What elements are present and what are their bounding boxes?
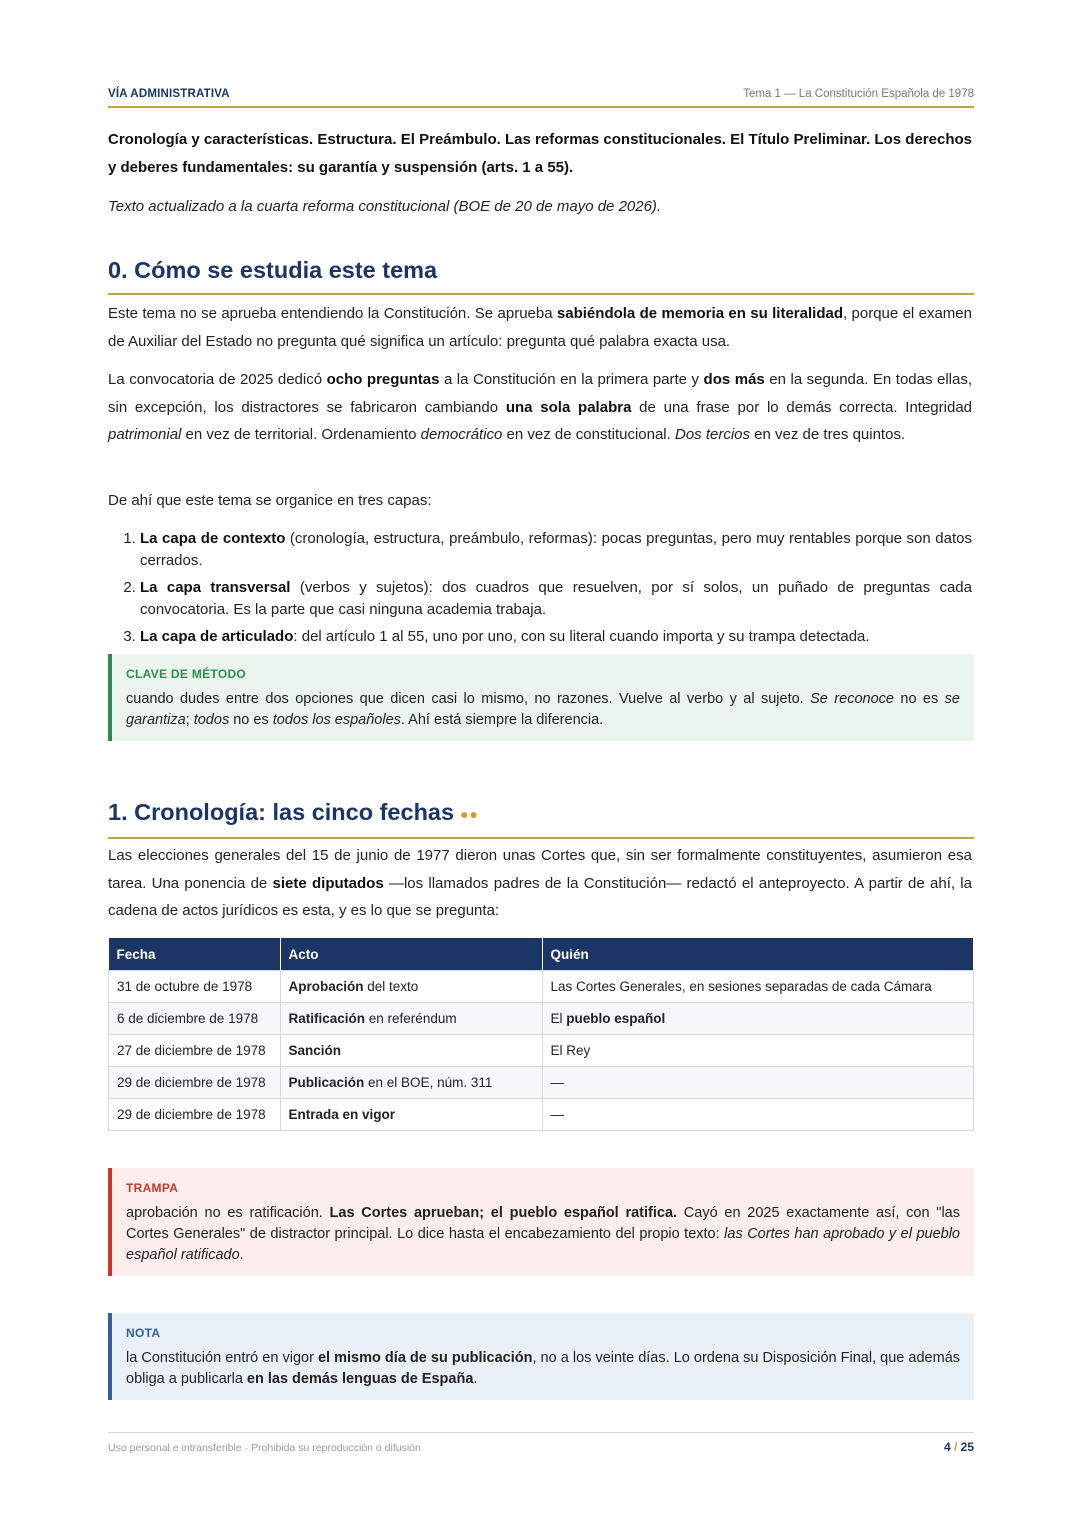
layers-list — [108, 528, 972, 653]
section-1-paragraph-1: Las elecciones generales del 15 de junio de 1977 dieron unas Cortes que, sin ser formalmente constituyentes, asumieron esa tarea. Una ponencia de siete diputados —los llamados padres de la Constitución— redactó el anteproyecto. A partir de ahí, la cadena de actos jurídicos es esta, y es lo que se pregunta: — [108, 847, 972, 919]
table-header-row — [109, 938, 974, 971]
method-key-callout — [108, 654, 974, 741]
emphasis: democrático — [420, 426, 503, 443]
trap-callout — [108, 1168, 974, 1276]
cell-who: — — [542, 1099, 974, 1131]
section-0-paragraph-1: Este tema no se aprueba entendiendo la Constitución. Se aprueba sabiéndola de memoria en su literalidad, porque el examen de Auxiliar del Estado no pregunta qué significa un artículo: pregunta qué palabra exacta usa. — [108, 305, 972, 350]
list-item: 1. La capa de contexto (cronología, estructura, preámbulo, reformas): pocas preguntas, pero muy rentables porque son datos cerrados. — [140, 528, 972, 572]
section-0-paragraph-2: La convocatoria de 2025 dedicó ocho preguntas a la Constitución en la primera parte y dos más en la segunda. En todas ellas, sin excepción, los distractores se fabricaron cambiando una sola palabra de una frase por lo demás correcta. Integridad patrimonial en vez de territorial. Ordenamiento democrático en vez de constitucional. Dos tercios en vez de tres quintos. — [108, 371, 973, 443]
section-0-title-text: 0. Cómo se estudia este tema — [108, 257, 438, 283]
callout-text: la Constitución entró en vigor el mismo día de su publicación, no a los veinte días. Lo ordena su Disposición Final, que además obliga a publicarla en las demás lenguas de España. — [126, 1350, 961, 1387]
cell-date: 27 de diciembre de 1978 — [109, 1035, 281, 1067]
column-header: Acto — [280, 938, 542, 971]
header-section-label: VÍA ADMINISTRATIVA — [108, 88, 230, 100]
table-row — [109, 971, 974, 1003]
footer-license-note: Uso personal e intransferible · Prohibida su reproducción o difusión — [108, 1442, 421, 1454]
table-row — [109, 1003, 974, 1035]
difficulty-dots-icon: ●● — [460, 805, 479, 822]
emphasis: sabiéndola de memoria en su literalidad — [556, 305, 843, 322]
cell-act: Aprobación del texto — [280, 971, 542, 1003]
cell-who: — — [542, 1067, 974, 1099]
callout-tag: NOTA — [126, 1326, 161, 1340]
chronology-table — [108, 938, 974, 1131]
emphasis: patrimonial — [108, 426, 182, 443]
page-footer — [108, 1432, 974, 1454]
cell-act: Entrada en vigor — [280, 1099, 542, 1131]
topic-contents: Cronología y características. Estructura. El Preámbulo. Las reformas constitucionales. El Título Preliminar. Los derechos y deberes fundamentales: su garantía y suspensión (arts. 1 a 55). — [108, 131, 972, 176]
section-1-title — [108, 797, 974, 839]
cell-act: Publicación en el BOE, núm. 311 — [280, 1067, 542, 1099]
running-header — [108, 86, 974, 108]
emphasis: una sola palabra — [505, 398, 632, 416]
section-1-title-text: 1. Cronología: las cinco fechas — [108, 799, 455, 825]
callout-tag: TRAMPA — [126, 1181, 179, 1195]
header-topic-title: Tema 1 — La Constitución Española de 1978 — [743, 88, 974, 100]
emphasis: dos más — [703, 371, 765, 388]
cell-date: 31 de octubre de 1978 — [109, 971, 281, 1003]
table-row — [109, 1035, 974, 1067]
emphasis: Dos tercios — [674, 426, 751, 443]
list-item: 3. La capa de articulado: del artículo 1 al 55, uno por uno, con su literal cuando importa y su trampa detectada. — [140, 626, 972, 648]
table-row — [109, 1099, 974, 1131]
section-0-paragraph-3: De ahí que este tema se organice en tres capas: — [108, 492, 432, 509]
callout-text: aprobación no es ratificación. Las Cortes aprueban; el pueblo español ratifica. Cayó en 2025 exactamente así, con "las Cortes Generales" de distractor principal. Lo dice hasta el encabezamiento del propio texto: las Cortes han aprobado y el pueblo español ratificado. — [126, 1205, 960, 1263]
cell-act: Sanción — [280, 1035, 542, 1067]
section-0-title — [108, 255, 974, 295]
callout-tag: CLAVE DE MÉTODO — [126, 667, 247, 681]
cell-date: 6 de diciembre de 1978 — [109, 1003, 281, 1035]
cell-date: 29 de diciembre de 1978 — [109, 1099, 281, 1131]
cell-act: Ratificación en referéndum — [280, 1003, 542, 1035]
list-item: 2. La capa transversal (verbos y sujetos): dos cuadros que resuelven, por sí solos, un puñado de preguntas cada convocatoria. Es la parte que casi ninguna academia trabaja. — [140, 577, 972, 621]
callout-text: cuando dudes entre dos opciones que dicen casi lo mismo, no razones. Vuelve al verbo y al sujeto. Se reconoce no es se garantiza; todos no es todos los españoles. Ahí está siempre la diferencia. — [126, 691, 960, 728]
column-header: Quién — [542, 938, 974, 971]
table-row — [109, 1067, 974, 1099]
emphasis: siete diputados — [272, 874, 384, 892]
update-note: Texto actualizado a la cuarta reforma constitucional (BOE de 20 de mayo de 2026). — [108, 198, 662, 215]
column-header: Fecha — [109, 938, 281, 971]
page-number: 4 / 25 — [943, 1440, 974, 1454]
cell-who: Las Cortes Generales, en sesiones separadas de cada Cámara — [542, 971, 974, 1003]
cell-date: 29 de diciembre de 1978 — [109, 1067, 281, 1099]
emphasis: ocho preguntas — [326, 371, 440, 388]
note-callout — [108, 1313, 974, 1400]
cell-who: El Rey — [542, 1035, 974, 1067]
cell-who: El pueblo español — [542, 1003, 974, 1035]
